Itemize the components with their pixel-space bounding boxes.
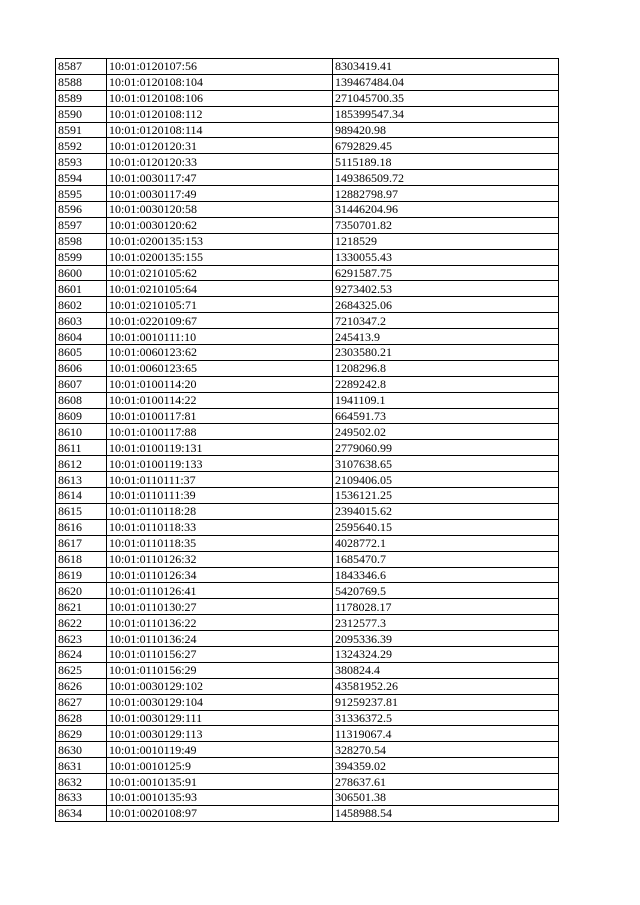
value-cell: 91259237.81 (333, 694, 559, 710)
row-number-cell: 8631 (56, 758, 107, 774)
cadastral-number-cell: 10:01:0120120:31 (107, 138, 333, 154)
value-cell: 1330055.43 (333, 249, 559, 265)
value-cell: 185399547.34 (333, 106, 559, 122)
cadastral-number-cell: 10:01:0120108:104 (107, 74, 333, 90)
value-cell: 380824.4 (333, 662, 559, 678)
table-row (56, 170, 559, 186)
value-cell: 149386509.72 (333, 170, 559, 186)
cadastral-number-cell: 10:01:0010111:10 (107, 329, 333, 345)
cadastral-number-cell: 10:01:0020108:97 (107, 805, 333, 821)
row-number-cell: 8611 (56, 440, 107, 456)
table-row (56, 376, 559, 392)
value-cell: 1843346.6 (333, 567, 559, 583)
value-cell: 2779060.99 (333, 440, 559, 456)
row-number-cell: 8587 (56, 59, 107, 75)
table-row (56, 313, 559, 329)
row-number-cell: 8622 (56, 615, 107, 631)
table-body (56, 59, 559, 822)
row-number-cell: 8603 (56, 313, 107, 329)
value-cell: 31336372.5 (333, 710, 559, 726)
row-number-cell: 8597 (56, 217, 107, 233)
table-row (56, 360, 559, 376)
cadastral-number-cell: 10:01:0200135:155 (107, 249, 333, 265)
cadastral-number-cell: 10:01:0100114:22 (107, 392, 333, 408)
table-row (56, 694, 559, 710)
value-cell: 278637.61 (333, 774, 559, 790)
cadastral-number-cell: 10:01:0010135:93 (107, 789, 333, 805)
row-number-cell: 8606 (56, 360, 107, 376)
value-cell: 271045700.35 (333, 90, 559, 106)
value-cell: 1685470.7 (333, 551, 559, 567)
table-row (56, 297, 559, 313)
row-number-cell: 8616 (56, 519, 107, 535)
value-cell: 31446204.96 (333, 202, 559, 218)
value-cell: 7210347.2 (333, 313, 559, 329)
row-number-cell: 8590 (56, 106, 107, 122)
cadastral-number-cell: 10:01:0110156:27 (107, 646, 333, 662)
table-row (56, 345, 559, 361)
cadastral-number-cell: 10:01:0110126:41 (107, 583, 333, 599)
cadastral-number-cell: 10:01:0100119:131 (107, 440, 333, 456)
row-number-cell: 8595 (56, 186, 107, 202)
cadastral-number-cell: 10:01:0110136:22 (107, 615, 333, 631)
cadastral-number-cell: 10:01:0210105:64 (107, 281, 333, 297)
cadastral-number-cell: 10:01:0010119:49 (107, 742, 333, 758)
table-row (56, 631, 559, 647)
cadastral-number-cell: 10:01:0030117:49 (107, 186, 333, 202)
row-number-cell: 8625 (56, 662, 107, 678)
row-number-cell: 8589 (56, 90, 107, 106)
row-number-cell: 8604 (56, 329, 107, 345)
table-row (56, 154, 559, 170)
cadastral-number-cell: 10:01:0120108:112 (107, 106, 333, 122)
cadastral-number-cell: 10:01:0100117:88 (107, 424, 333, 440)
cadastral-number-cell: 10:01:0030120:62 (107, 217, 333, 233)
row-number-cell: 8613 (56, 472, 107, 488)
cadastral-number-cell: 10:01:0110136:24 (107, 631, 333, 647)
cadastral-number-cell: 10:01:0100117:81 (107, 408, 333, 424)
row-number-cell: 8608 (56, 392, 107, 408)
value-cell: 2109406.05 (333, 472, 559, 488)
row-number-cell: 8632 (56, 774, 107, 790)
cadastral-number-cell: 10:01:0110156:29 (107, 662, 333, 678)
value-cell: 1941109.1 (333, 392, 559, 408)
value-cell: 1536121.25 (333, 488, 559, 504)
value-cell: 306501.38 (333, 789, 559, 805)
table-row (56, 551, 559, 567)
table-row (56, 503, 559, 519)
cadastral-number-cell: 10:01:0120107:56 (107, 59, 333, 75)
cadastral-number-cell: 10:01:0200135:153 (107, 233, 333, 249)
value-cell: 8303419.41 (333, 59, 559, 75)
row-number-cell: 8619 (56, 567, 107, 583)
cadastral-number-cell: 10:01:0110118:28 (107, 503, 333, 519)
row-number-cell: 8598 (56, 233, 107, 249)
cadastral-number-cell: 10:01:0100114:20 (107, 376, 333, 392)
row-number-cell: 8626 (56, 678, 107, 694)
row-number-cell: 8601 (56, 281, 107, 297)
row-number-cell: 8624 (56, 646, 107, 662)
cadastral-number-cell: 10:01:0060123:65 (107, 360, 333, 376)
row-number-cell: 8591 (56, 122, 107, 138)
row-number-cell: 8605 (56, 345, 107, 361)
cadastral-number-cell: 10:01:0210105:62 (107, 265, 333, 281)
row-number-cell: 8599 (56, 249, 107, 265)
table-row (56, 535, 559, 551)
value-cell: 2312577.3 (333, 615, 559, 631)
value-cell: 7350701.82 (333, 217, 559, 233)
table-row (56, 758, 559, 774)
value-cell: 245413.9 (333, 329, 559, 345)
table-row (56, 742, 559, 758)
row-number-cell: 8617 (56, 535, 107, 551)
row-number-cell: 8592 (56, 138, 107, 154)
cadastral-number-cell: 10:01:0110118:33 (107, 519, 333, 535)
row-number-cell: 8615 (56, 503, 107, 519)
table-row (56, 583, 559, 599)
row-number-cell: 8596 (56, 202, 107, 218)
row-number-cell: 8607 (56, 376, 107, 392)
cadastral-number-cell: 10:01:0110130:27 (107, 599, 333, 615)
table-row (56, 122, 559, 138)
value-cell: 6792829.45 (333, 138, 559, 154)
row-number-cell: 8621 (56, 599, 107, 615)
table-row (56, 233, 559, 249)
value-cell: 3107638.65 (333, 456, 559, 472)
table-row (56, 646, 559, 662)
value-cell: 664591.73 (333, 408, 559, 424)
table-row (56, 710, 559, 726)
value-cell: 12882798.97 (333, 186, 559, 202)
cadastral-number-cell: 10:01:0120120:33 (107, 154, 333, 170)
cadastral-number-cell: 10:01:0210105:71 (107, 297, 333, 313)
cadastral-number-cell: 10:01:0120108:106 (107, 90, 333, 106)
table-row (56, 186, 559, 202)
cadastral-number-cell: 10:01:0220109:67 (107, 313, 333, 329)
row-number-cell: 8612 (56, 456, 107, 472)
table-row (56, 59, 559, 75)
value-cell: 2303580.21 (333, 345, 559, 361)
value-cell: 328270.54 (333, 742, 559, 758)
table-row (56, 567, 559, 583)
table-row (56, 615, 559, 631)
row-number-cell: 8602 (56, 297, 107, 313)
value-cell: 2095336.39 (333, 631, 559, 647)
row-number-cell: 8623 (56, 631, 107, 647)
table-row (56, 472, 559, 488)
table-row (56, 726, 559, 742)
row-number-cell: 8633 (56, 789, 107, 805)
row-number-cell: 8588 (56, 74, 107, 90)
value-cell: 1324324.29 (333, 646, 559, 662)
row-number-cell: 8609 (56, 408, 107, 424)
cadastral-number-cell: 10:01:0030129:102 (107, 678, 333, 694)
value-cell: 4028772.1 (333, 535, 559, 551)
table-row (56, 440, 559, 456)
table-row (56, 217, 559, 233)
table-row (56, 408, 559, 424)
value-cell: 5115189.18 (333, 154, 559, 170)
row-number-cell: 8600 (56, 265, 107, 281)
value-cell: 2684325.06 (333, 297, 559, 313)
table-row (56, 519, 559, 535)
table-row (56, 281, 559, 297)
table-row (56, 202, 559, 218)
row-number-cell: 8634 (56, 805, 107, 821)
table-row (56, 74, 559, 90)
value-cell: 1208296.8 (333, 360, 559, 376)
value-cell: 2394015.62 (333, 503, 559, 519)
row-number-cell: 8630 (56, 742, 107, 758)
row-number-cell: 8629 (56, 726, 107, 742)
cadastral-number-cell: 10:01:0110126:32 (107, 551, 333, 567)
cadastral-number-cell: 10:01:0110111:39 (107, 488, 333, 504)
data-table (55, 58, 559, 822)
table-row (56, 805, 559, 821)
row-number-cell: 8628 (56, 710, 107, 726)
row-number-cell: 8593 (56, 154, 107, 170)
value-cell: 989420.98 (333, 122, 559, 138)
table-row (56, 138, 559, 154)
table-row (56, 265, 559, 281)
value-cell: 5420769.5 (333, 583, 559, 599)
cadastral-number-cell: 10:01:0010125:9 (107, 758, 333, 774)
cadastral-number-cell: 10:01:0110118:35 (107, 535, 333, 551)
cadastral-number-cell: 10:01:0030129:113 (107, 726, 333, 742)
table-row (56, 789, 559, 805)
value-cell: 43581952.26 (333, 678, 559, 694)
table-row (56, 392, 559, 408)
table-row (56, 662, 559, 678)
table-row (56, 249, 559, 265)
value-cell: 2289242.8 (333, 376, 559, 392)
value-cell: 1178028.17 (333, 599, 559, 615)
cadastral-number-cell: 10:01:0030117:47 (107, 170, 333, 186)
table-row (56, 329, 559, 345)
value-cell: 6291587.75 (333, 265, 559, 281)
cadastral-number-cell: 10:01:0110111:37 (107, 472, 333, 488)
value-cell: 9273402.53 (333, 281, 559, 297)
table-row (56, 106, 559, 122)
value-cell: 394359.02 (333, 758, 559, 774)
table-row (56, 599, 559, 615)
cadastral-number-cell: 10:01:0110126:34 (107, 567, 333, 583)
table-row (56, 456, 559, 472)
row-number-cell: 8627 (56, 694, 107, 710)
value-cell: 139467484.04 (333, 74, 559, 90)
row-number-cell: 8620 (56, 583, 107, 599)
row-number-cell: 8594 (56, 170, 107, 186)
row-number-cell: 8618 (56, 551, 107, 567)
table-row (56, 424, 559, 440)
cadastral-number-cell: 10:01:0100119:133 (107, 456, 333, 472)
table-row (56, 774, 559, 790)
value-cell: 249502.02 (333, 424, 559, 440)
value-cell: 11319067.4 (333, 726, 559, 742)
value-cell: 1218529 (333, 233, 559, 249)
row-number-cell: 8614 (56, 488, 107, 504)
cadastral-number-cell: 10:01:0120108:114 (107, 122, 333, 138)
table-row (56, 678, 559, 694)
value-cell: 1458988.54 (333, 805, 559, 821)
row-number-cell: 8610 (56, 424, 107, 440)
table-row (56, 90, 559, 106)
cadastral-number-cell: 10:01:0030129:104 (107, 694, 333, 710)
cadastral-number-cell: 10:01:0030120:58 (107, 202, 333, 218)
value-cell: 2595640.15 (333, 519, 559, 535)
cadastral-number-cell: 10:01:0060123:62 (107, 345, 333, 361)
cadastral-number-cell: 10:01:0010135:91 (107, 774, 333, 790)
table-row (56, 488, 559, 504)
cadastral-number-cell: 10:01:0030129:111 (107, 710, 333, 726)
